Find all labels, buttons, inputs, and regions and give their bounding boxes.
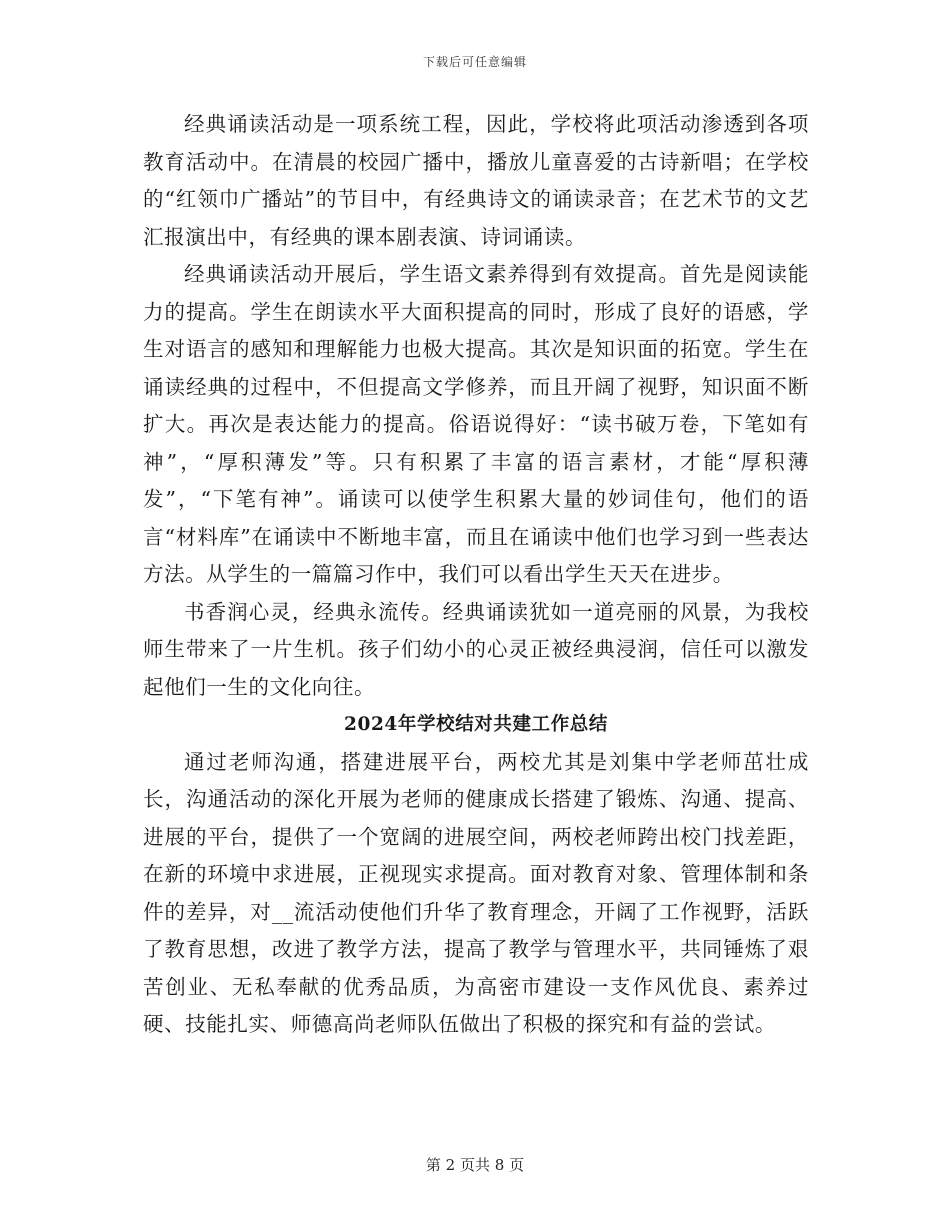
document-body [143, 106, 809, 1044]
header-note: 下载后可任意编辑 [422, 55, 527, 69]
paragraph: 经典诵读活动开展后，学生语文素养得到有效提高。首先是阅读能力的提高。学生在朗读水平大面积提高的同时，形成了良好的语感，学生对语言的感知和理解能力也极大提高。其次是知识面的拓宽。学生在诵读经典的过程中，不但提高文学修养，而且开阔了视野，知识面不断扩大。再次是表达能力的提高。俗语说得好：“读书破万卷，下笔如有神”，“厚积薄发”等。只有积累了丰富的语言素材，才能“厚积薄发”，“下笔有神”。诵读可以使学生积累大量的妙词佳句，他们的语言“材料库”在诵读中不断地丰富，而且在诵读中他们也学习到一些表达方法。从学生的一篇篇习作中，我们可以看出学生天天在进步。 [143, 262, 809, 586]
paragraph: 经典诵读活动是一项系统工程，因此，学校将此项活动渗透到各项教育活动中。在清晨的校园广播中，播放儿童喜爱的古诗新唱；在学校的“红领巾广播站”的节目中，有经典诗文的诵读录音；在艺术节的文艺汇报演出中，有经典的课本剧表演、诗词诵读。 [143, 112, 809, 249]
paragraph: 书香润心灵，经典永流传。经典诵读犹如一道亮丽的风景，为我校师生带来了一片生机。孩子们幼小的心灵正被经典浸润，信任可以激发起他们一生的文化向往。 [143, 599, 809, 699]
page-number-footer: 第 2 页共 8 页 [425, 1156, 525, 1174]
paragraph: 通过老师沟通，搭建进展平台，两校尤其是刘集中学老师茁壮成长，沟通活动的深化开展为老师的健康成长搭建了锻炼、沟通、提高、进展的平台，提供了一个宽阔的进展空间，两校老师跨出校门找差距，在新的环境中求进展，正视现实求提高。面对教育对象、管理体制和条件的差异，对__流活动使他们升华了教育理念，开阔了工作视野，活跃了教育思想，改进了教学方法，提高了教学与管理水平，共同锤炼了艰苦创业、无私奉献的优秀品质，为高密市建设一支作风优良、素养过硬、技能扎实、师德高尚老师队伍做出了积极的探究和有益的尝试。 [143, 749, 809, 1036]
section-title: 2024年学校结对共建工作总结 [344, 714, 608, 735]
